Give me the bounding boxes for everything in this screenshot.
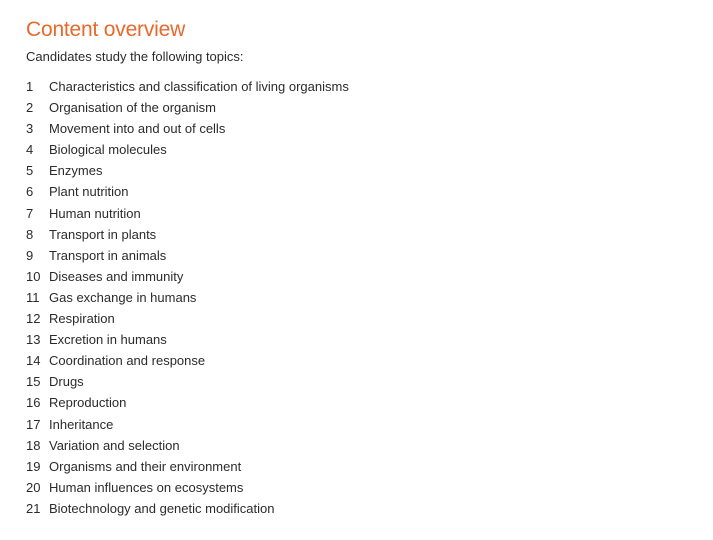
topic-item (26, 350, 703, 371)
topic-number: 10 (26, 268, 41, 284)
topic-item (26, 392, 703, 413)
topic-label: Movement into and out of cells (49, 121, 226, 137)
topic-item (26, 203, 703, 224)
topic-item (26, 139, 703, 160)
topic-label: Inheritance (49, 416, 114, 432)
page-title: Content overview (26, 18, 186, 41)
topic-item (26, 498, 703, 519)
topic-item (26, 118, 703, 139)
topic-number: 8 (26, 226, 34, 242)
topic-number: 6 (26, 184, 34, 200)
topic-item (26, 97, 703, 118)
topic-item (26, 435, 703, 456)
topic-label: Human nutrition (49, 205, 141, 221)
topic-item (26, 224, 703, 245)
topic-number: 1 (26, 79, 34, 94)
topic-number: 11 (26, 289, 40, 305)
topic-number: 3 (26, 121, 34, 137)
topic-item (26, 287, 703, 308)
topic-number: 4 (26, 142, 34, 158)
topic-number: 17 (26, 416, 41, 432)
topic-number: 18 (26, 437, 41, 453)
topic-item (26, 456, 703, 477)
topic-label: Plant nutrition (49, 184, 129, 200)
topic-item (26, 414, 703, 435)
topic-list (26, 76, 703, 519)
topic-label: Variation and selection (49, 437, 180, 453)
topic-label: Organisation of the organism (49, 100, 216, 116)
topic-number: 16 (26, 395, 41, 411)
topic-label: Gas exchange in humans (49, 289, 197, 305)
topic-label: Transport in animals (49, 247, 167, 263)
topic-number: 19 (26, 458, 41, 474)
topic-item (26, 160, 703, 181)
topic-number: 2 (26, 100, 34, 116)
topic-number: 5 (26, 163, 34, 179)
topic-item (26, 245, 703, 266)
topic-label: Biological molecules (49, 142, 167, 158)
topic-label: Reproduction (49, 395, 127, 411)
topic-item (26, 76, 703, 97)
topic-item (26, 308, 703, 329)
topic-item (26, 329, 703, 350)
topic-number: 15 (26, 374, 41, 390)
topic-label: Diseases and immunity (49, 268, 184, 284)
intro-text: Candidates study the following topics: (26, 49, 244, 64)
topic-label: Transport in plants (49, 226, 157, 242)
topic-item (26, 371, 703, 392)
topic-label: Coordination and response (49, 353, 206, 369)
topic-number: 13 (26, 332, 41, 348)
topic-number: 21 (26, 500, 41, 516)
topic-label: Characteristics and classification of living organisms (49, 79, 349, 94)
topic-label: Excretion in humans (49, 332, 167, 348)
topic-label: Human influences on ecosystems (49, 479, 244, 495)
topic-number: 12 (26, 311, 41, 327)
topic-item (26, 181, 703, 202)
topic-number: 9 (26, 247, 34, 263)
topic-number: 20 (26, 479, 41, 495)
topic-number: 7 (26, 205, 34, 221)
topic-label: Enzymes (49, 163, 103, 179)
topic-label: Respiration (49, 311, 115, 327)
topic-label: Organisms and their environment (49, 458, 242, 474)
topic-item (26, 477, 703, 498)
topic-label: Biotechnology and genetic modification (49, 500, 275, 516)
topic-item (26, 266, 703, 287)
topic-number: 14 (26, 353, 41, 369)
topic-label: Drugs (49, 374, 84, 390)
content-overview-section (26, 16, 703, 519)
